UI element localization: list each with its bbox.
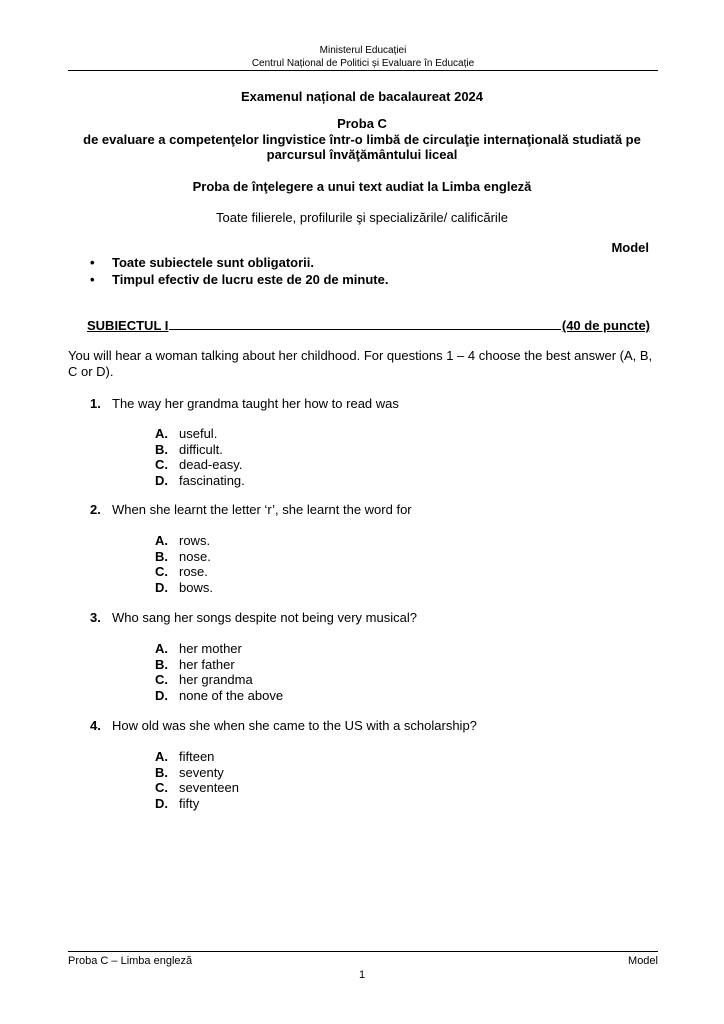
exam-title: Examenul național de bacalaureat 2024: [240, 89, 484, 104]
question-text: How old was she when she came to the US with a scholarship?: [112, 718, 477, 733]
question-4: [90, 718, 477, 734]
subject-title: SUBIECTUL I: [87, 318, 169, 333]
question-3: [90, 610, 417, 626]
option-letter: A.: [155, 426, 168, 441]
option-letter: B.: [155, 764, 168, 780]
option-letter: A.: [155, 533, 168, 548]
option-text: fifteen: [179, 749, 215, 764]
subject-points: (40 de puncte): [561, 318, 650, 333]
header-center: Centrul Național de Politici și Evaluare în Educație: [251, 58, 475, 69]
option-text: rose.: [179, 564, 208, 579]
question-number: 1.: [90, 396, 101, 411]
option-text: rows.: [179, 533, 211, 548]
option-d: [155, 796, 239, 812]
exam-proba: Proba C: [337, 116, 387, 131]
option-text: her father: [179, 656, 235, 672]
subject-heading: [87, 318, 650, 333]
option-letter: C.: [155, 564, 168, 579]
question-4-options: [155, 749, 239, 811]
subject-intro: You will hear a woman talking about her childhood. For questions 1 – 4 choose the best answer (A, B, C or D).: [68, 348, 653, 379]
question-number: 4.: [90, 718, 101, 733]
option-letter: D.: [155, 687, 168, 703]
option-b: [155, 549, 213, 565]
option-text: dead-easy.: [179, 457, 243, 472]
rules-list: [90, 254, 388, 288]
option-text: useful.: [179, 426, 218, 441]
footer-right: Model: [628, 955, 658, 967]
option-b: [155, 657, 283, 673]
header-ministry: Ministerul Educației: [319, 45, 407, 56]
option-text: difficult.: [179, 441, 223, 457]
option-a: [155, 641, 283, 657]
option-letter: C.: [155, 780, 168, 795]
subject-underline: [169, 329, 560, 330]
option-c: [155, 564, 213, 580]
option-letter: B.: [155, 441, 168, 457]
option-text: nose.: [179, 548, 211, 564]
question-number: 3.: [90, 610, 101, 625]
option-letter: A.: [155, 749, 168, 764]
exam-subtitle: Proba de înţelegere a unui text audiat la Limba engleză: [192, 179, 532, 194]
option-text: her grandma: [179, 672, 253, 687]
option-b: [155, 442, 245, 458]
page-header: [68, 44, 658, 70]
option-a: [155, 533, 213, 549]
option-letter: D.: [155, 579, 168, 595]
option-d: [155, 688, 283, 704]
model-label: Model: [611, 240, 649, 255]
question-3-options: [155, 641, 283, 703]
exam-description-line2: parcursul învăţământului liceal: [266, 147, 458, 162]
option-c: [155, 457, 245, 473]
rule-item: • Toate subiectele sunt obligatorii.: [90, 254, 388, 271]
option-letter: C.: [155, 672, 168, 687]
option-text: her mother: [179, 641, 242, 656]
option-letter: C.: [155, 457, 168, 472]
header-rule: [68, 70, 658, 71]
option-c: [155, 780, 239, 796]
question-number: 2.: [90, 502, 101, 517]
question-2: [90, 502, 412, 518]
option-letter: B.: [155, 548, 168, 564]
question-2-options: [155, 533, 213, 595]
question-1: [90, 396, 399, 412]
option-letter: D.: [155, 472, 168, 488]
exam-filiere: Toate filierele, profilurile şi specializările/ calificările: [216, 210, 508, 225]
rule-item: • Timpul efectiv de lucru este de 20 de minute.: [90, 271, 388, 288]
option-text: fifty: [179, 795, 200, 811]
exam-description-line1: de evaluare a competenţelor lingvistice într-o limbă de circulaţie internaţională studiată pe: [83, 132, 641, 147]
option-b: [155, 765, 239, 781]
page-footer: [68, 955, 658, 967]
option-d: [155, 580, 213, 596]
option-d: [155, 473, 245, 489]
option-a: [155, 749, 239, 765]
option-text: none of the above: [179, 687, 284, 703]
option-letter: A.: [155, 641, 168, 656]
option-c: [155, 672, 283, 688]
option-a: [155, 426, 245, 442]
option-letter: B.: [155, 656, 168, 672]
option-text: bows.: [179, 579, 213, 595]
question-text: When she learnt the letter ‘r’, she learnt the word for: [112, 502, 412, 517]
question-text: The way her grandma taught her how to read was: [112, 396, 399, 411]
option-text: seventeen: [179, 780, 239, 795]
question-text: Who sang her songs despite not being very musical?: [112, 610, 417, 625]
page-number: 1: [358, 969, 366, 981]
footer-left: Proba C – Limba engleză: [68, 955, 193, 967]
question-1-options: [155, 426, 245, 488]
option-text: seventy: [179, 764, 224, 780]
option-text: fascinating.: [179, 472, 245, 488]
footer-rule: [68, 951, 658, 952]
option-letter: D.: [155, 795, 168, 811]
